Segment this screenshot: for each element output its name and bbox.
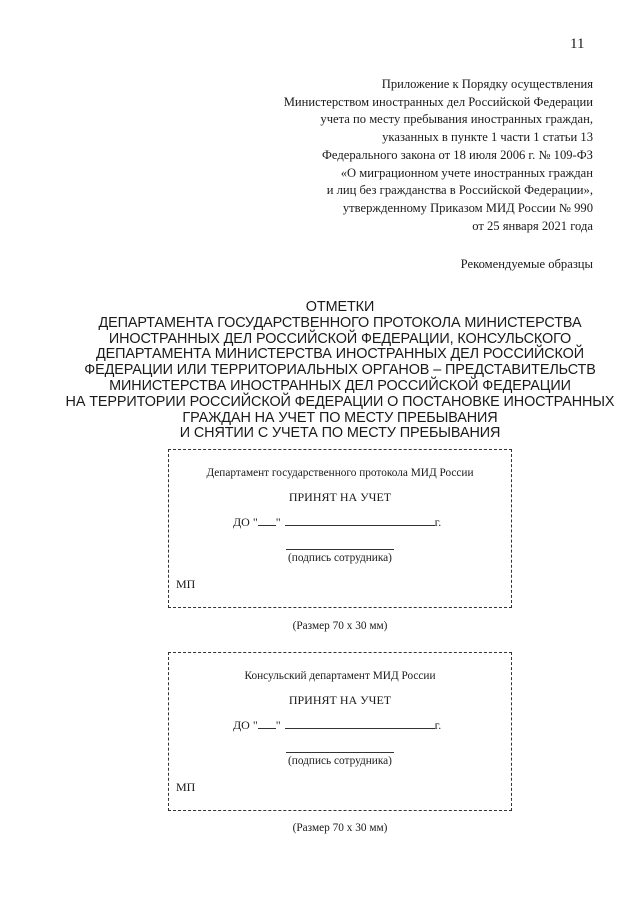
until-mid: " [275,718,281,732]
stamp-sample-consular [168,652,512,811]
title-line: ФЕДЕРАЦИИ ИЛИ ТЕРРИТОРИАЛЬНЫХ ОРГАНОВ – ПРЕДСТАВИТЕЛЬСТВ [84,362,596,379]
stamp-until-line [233,718,441,733]
stamp-department: Департамент государственного протокола МИД России [206,467,474,479]
page-number: 11 [570,36,585,52]
appendix-line: от 25 января 2021 года [472,218,593,233]
appendix-line: учета по месту пребывания иностранных граждан, [320,112,593,127]
appendix-block [233,76,593,235]
day-blank [258,525,276,526]
size-note: (Размер 70 х 30 мм) [292,620,388,632]
stamp-department: Консульский департамент МИД России [244,670,436,682]
appendix-line: указанных в пункте 1 части 1 статьи 13 [382,130,593,145]
appendix-line: Федерального закона от 18 июля 2006 г. № 109-ФЗ [321,147,593,162]
stamp-accepted: ПРИНЯТ НА УЧЕТ [288,693,392,707]
signature-label: (подпись сотрудника) [288,755,392,767]
title-line: И СНЯТИИ С УЧЕТА ПО МЕСТУ ПРЕБЫВАНИЯ [179,425,501,442]
until-suffix: г. [434,515,442,529]
title-line: ДЕПАРТАМЕНТА МИНИСТЕРСТВА ИНОСТРАННЫХ ДЕЛ РОССИЙСКОЙ [96,346,584,363]
until-suffix: г. [434,718,442,732]
title-line: НА ТЕРРИТОРИИ РОССИЙСКОЙ ФЕДЕРАЦИИ О ПОСТАНОВКЕ ИНОСТРАННЫХ [65,393,615,410]
seal-label: МП [176,577,196,591]
title-line: ГРАЖДАН НА УЧЕТ ПО МЕСТУ ПРЕБЫВАНИЯ [182,409,498,426]
until-prefix: ДО " [233,718,258,732]
signature-label: (подпись сотрудника) [288,552,392,564]
date-blank [285,728,435,729]
day-blank [258,728,276,729]
appendix-line: «О миграционном учете иностранных граждан [340,165,593,180]
date-blank [285,525,435,526]
stamp-sample-protocol [168,449,512,608]
size-note: (Размер 70 х 30 мм) [292,822,388,834]
appendix-line: и лиц без гражданства в Российской Федерации», [326,183,593,198]
appendix-line: утвержденному Приказом МИД России № 990 [342,200,593,215]
title-line: ДЕПАРТАМЕНТА ГОСУДАРСТВЕННОГО ПРОТОКОЛА МИНИСТЕРСТВА [98,314,582,331]
samples-note: Рекомендуемые образцы [460,257,593,271]
until-mid: " [275,515,281,529]
document-title [60,300,620,442]
signature-line [286,752,394,753]
title-line: МИНИСТЕРСТВА ИНОСТРАННЫХ ДЕЛ РОССИЙСКОЙ ФЕДЕРАЦИИ [109,377,571,394]
appendix-line: Министерством иностранных дел Российской Федерации [283,94,593,109]
appendix-line: Приложение к Порядку осуществления [381,77,593,91]
stamp-accepted: ПРИНЯТ НА УЧЕТ [288,490,392,504]
until-prefix: ДО " [233,515,258,529]
signature-line [286,549,394,550]
title-line: ОТМЕТКИ [305,299,375,315]
title-line: ИНОСТРАННЫХ ДЕЛ РОССИЙСКОЙ ФЕДЕРАЦИИ, КОНСУЛЬСКОГО [108,330,572,347]
seal-label: МП [176,780,196,794]
stamp-until-line [233,515,441,530]
